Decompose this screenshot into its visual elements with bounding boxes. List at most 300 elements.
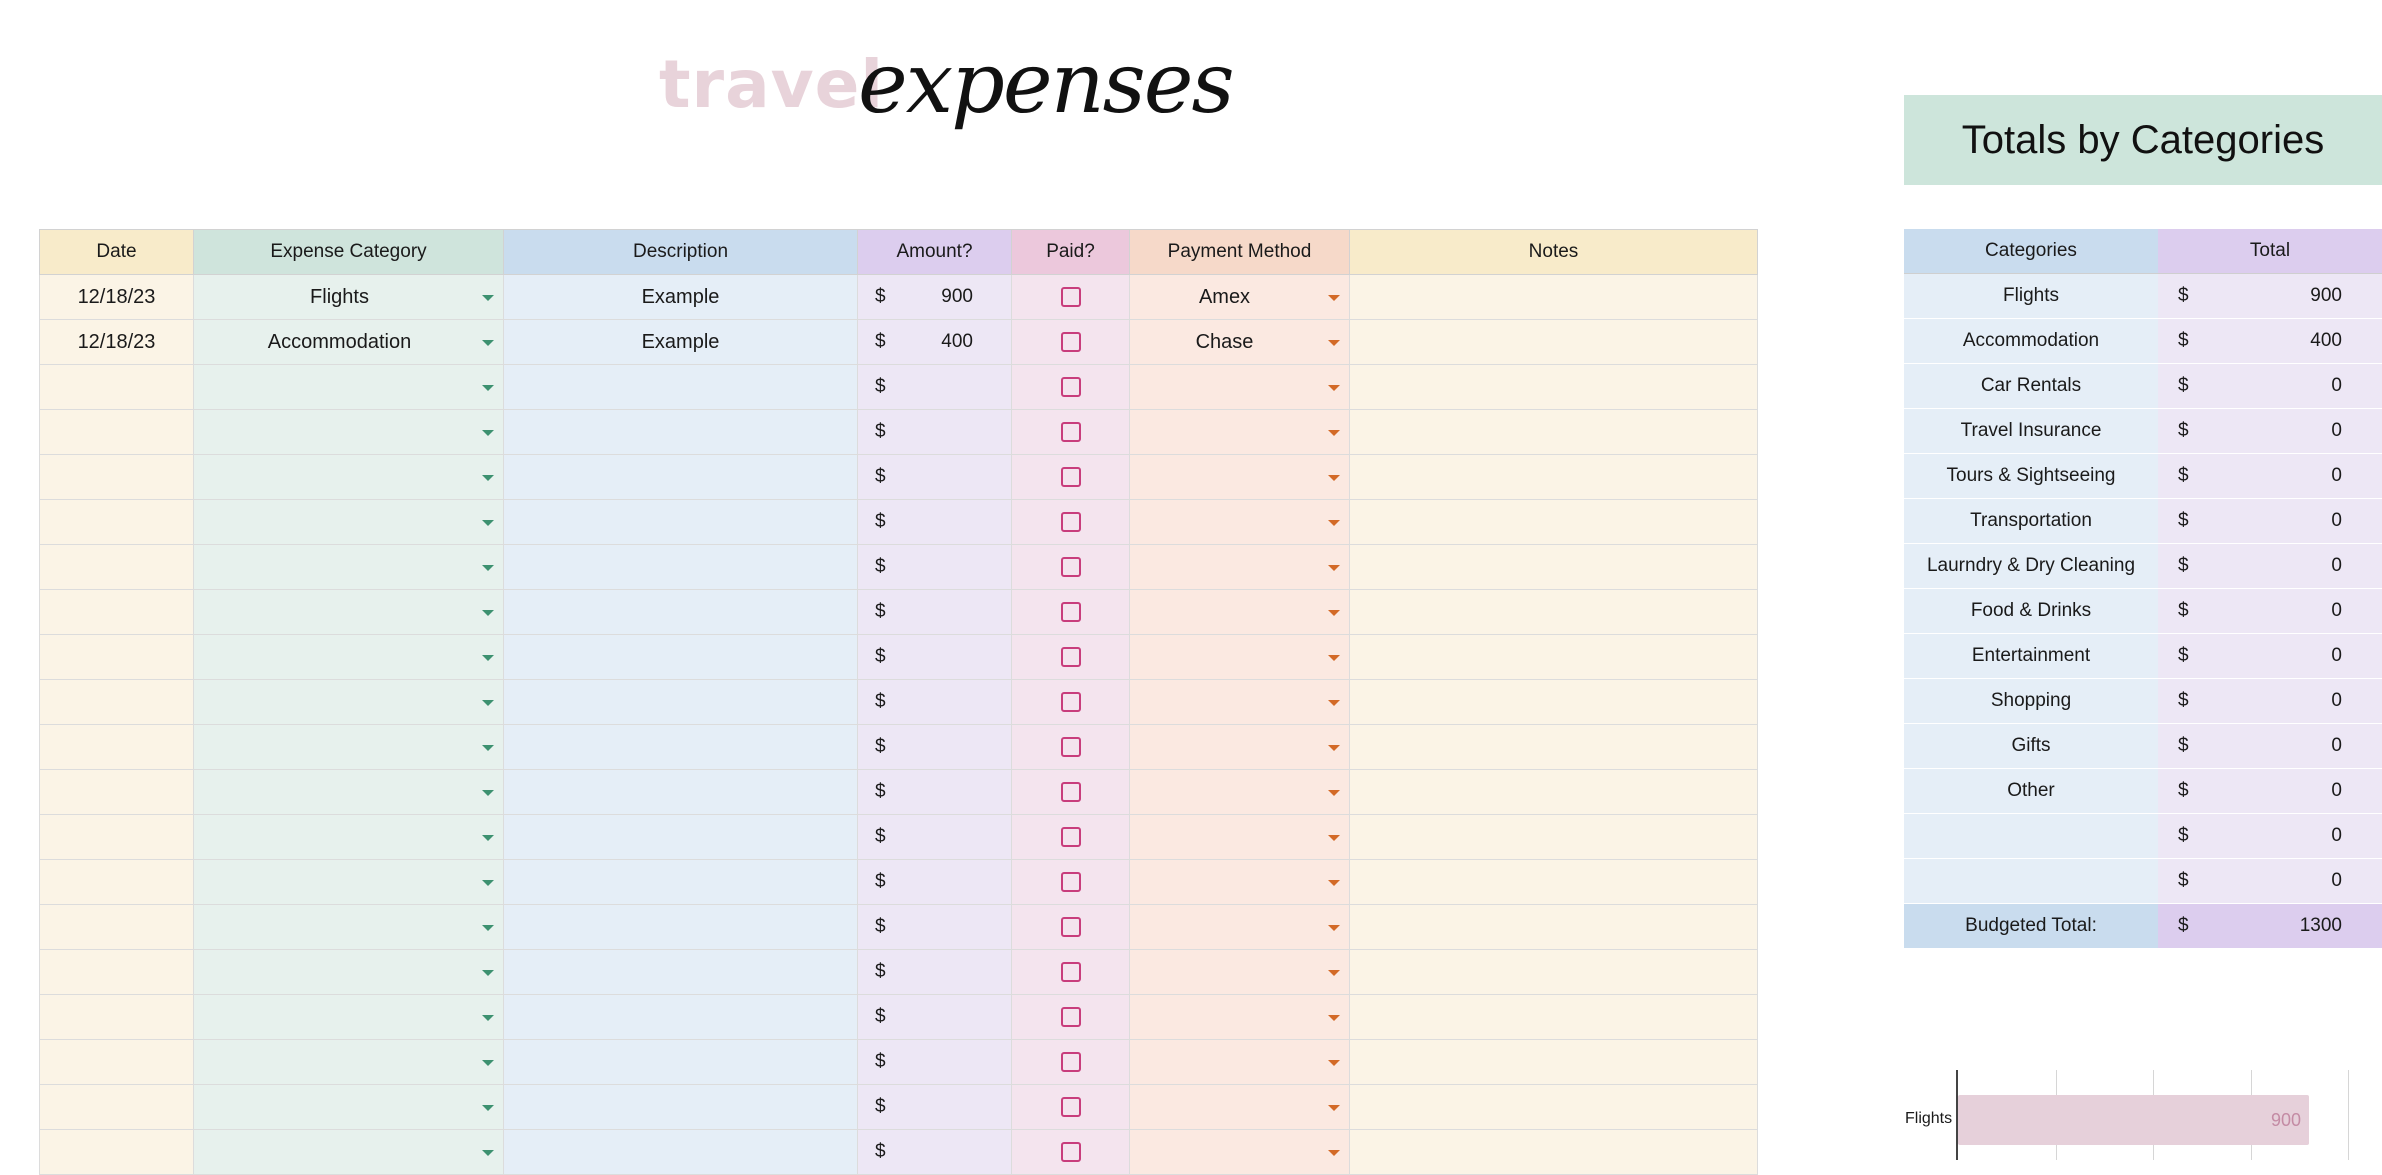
notes-cell[interactable] (1350, 680, 1758, 725)
table-row (40, 905, 1758, 950)
amount-cell[interactable] (858, 725, 1012, 770)
dropdown-arrow-icon[interactable] (1328, 835, 1340, 841)
payment-method-dropdown[interactable] (1130, 635, 1350, 680)
payment-method-dropdown[interactable] (1130, 815, 1350, 860)
totals-value-cell[interactable] (2158, 319, 2382, 364)
currency-symbol: $ (2178, 780, 2189, 801)
totals-row (1904, 589, 2382, 634)
dropdown-arrow-icon[interactable] (1328, 520, 1340, 526)
description-cell[interactable] (504, 1085, 858, 1130)
date-cell[interactable] (40, 815, 194, 860)
currency-symbol: $ (2178, 690, 2189, 711)
header-expense-category[interactable]: Expense Category (194, 230, 504, 275)
currency-symbol: $ (875, 826, 886, 847)
amount-cell[interactable] (858, 770, 1012, 815)
notes-cell[interactable] (1350, 905, 1758, 950)
currency-symbol: $ (875, 961, 886, 982)
category-dropdown[interactable] (194, 500, 504, 545)
totals-value-cell[interactable] (2158, 544, 2382, 589)
description-cell[interactable] (504, 1040, 858, 1085)
description-cell[interactable] (504, 815, 858, 860)
amount-cell[interactable] (858, 365, 1012, 410)
notes-cell[interactable] (1350, 500, 1758, 545)
dropdown-arrow-icon[interactable] (1328, 1060, 1340, 1066)
currency-symbol: $ (875, 556, 886, 577)
totals-value-cell[interactable] (2158, 634, 2382, 679)
dropdown-arrow-icon[interactable] (482, 700, 494, 706)
description-cell[interactable] (504, 635, 858, 680)
totals-row (1904, 319, 2382, 364)
totals-value-cell[interactable] (2158, 859, 2382, 904)
table-row (40, 320, 1758, 365)
description-cell[interactable] (504, 500, 858, 545)
paid-cell (1012, 860, 1130, 905)
dropdown-arrow-icon[interactable] (482, 880, 494, 886)
paid-checkbox[interactable] (1061, 692, 1081, 712)
category-dropdown[interactable] (194, 455, 504, 500)
dropdown-arrow-icon[interactable] (482, 340, 494, 346)
totals-category-cell[interactable]: Entertainment (1904, 634, 2158, 679)
amount-cell[interactable] (858, 860, 1012, 905)
category-dropdown[interactable] (194, 1130, 504, 1175)
amount-cell[interactable] (858, 500, 1012, 545)
notes-cell[interactable] (1350, 545, 1758, 590)
totals-header-total[interactable]: Total (2158, 229, 2382, 274)
notes-cell[interactable] (1350, 590, 1758, 635)
chart-gridline (2348, 1070, 2349, 1160)
payment-method-dropdown[interactable] (1130, 860, 1350, 905)
notes-cell[interactable] (1350, 1040, 1758, 1085)
totals-category-cell[interactable] (1904, 859, 2158, 904)
dropdown-arrow-icon[interactable] (482, 745, 494, 751)
paid-cell (1012, 635, 1130, 680)
totals-table (1904, 229, 2382, 948)
description-cell[interactable] (504, 680, 858, 725)
description-cell[interactable] (504, 860, 858, 905)
dropdown-arrow-icon[interactable] (1328, 655, 1340, 661)
totals-category-cell[interactable]: Flights (1904, 274, 2158, 319)
dropdown-arrow-icon[interactable] (482, 565, 494, 571)
date-cell[interactable] (40, 860, 194, 905)
date-cell[interactable] (40, 1040, 194, 1085)
totals-title: Totals by Categories (1904, 95, 2382, 185)
notes-cell[interactable] (1350, 410, 1758, 455)
budgeted-total-cell[interactable] (2158, 904, 2382, 949)
dropdown-arrow-icon[interactable] (482, 790, 494, 796)
paid-checkbox[interactable] (1061, 827, 1081, 847)
paid-checkbox[interactable] (1061, 737, 1081, 757)
paid-checkbox[interactable] (1061, 1097, 1081, 1117)
description-cell[interactable] (504, 1130, 858, 1175)
notes-cell[interactable] (1350, 815, 1758, 860)
category-dropdown[interactable] (194, 635, 504, 680)
totals-value: 0 (2331, 465, 2342, 486)
dropdown-arrow-icon[interactable] (1328, 700, 1340, 706)
paid-checkbox[interactable] (1061, 647, 1081, 667)
totals-row (1904, 499, 2382, 544)
description-cell[interactable]: Example (504, 320, 858, 365)
totals-value-cell[interactable] (2158, 274, 2382, 319)
totals-value-cell[interactable] (2158, 814, 2382, 859)
totals-category-cell[interactable] (1904, 814, 2158, 859)
currency-symbol: $ (2178, 825, 2189, 846)
date-cell[interactable] (40, 545, 194, 590)
payment-method-dropdown[interactable] (1130, 725, 1350, 770)
notes-cell[interactable] (1350, 770, 1758, 815)
currency-symbol: $ (2178, 420, 2189, 441)
amount-cell[interactable] (858, 815, 1012, 860)
description-cell[interactable] (504, 545, 858, 590)
description-cell[interactable] (504, 995, 858, 1040)
paid-cell (1012, 995, 1130, 1040)
totals-category-cell[interactable]: Gifts (1904, 724, 2158, 769)
paid-cell (1012, 950, 1130, 995)
description-cell[interactable] (504, 455, 858, 500)
totals-value-cell[interactable] (2158, 769, 2382, 814)
amount-cell[interactable] (858, 1130, 1012, 1175)
date-cell[interactable] (40, 680, 194, 725)
totals-row (1904, 364, 2382, 409)
totals-value: 900 (2310, 285, 2342, 306)
notes-cell[interactable] (1350, 1130, 1758, 1175)
totals-value: 0 (2331, 690, 2342, 711)
date-cell[interactable] (40, 455, 194, 500)
table-row (40, 365, 1758, 410)
totals-value: 0 (2331, 735, 2342, 756)
header-payment-method[interactable]: Payment Method (1130, 230, 1350, 275)
payment-method-dropdown[interactable] (1130, 275, 1350, 320)
category-dropdown[interactable] (194, 950, 504, 995)
totals-row (1904, 454, 2382, 499)
budgeted-total-value: 1300 (2299, 915, 2342, 936)
dropdown-arrow-icon[interactable] (482, 655, 494, 661)
payment-method-dropdown[interactable] (1130, 995, 1350, 1040)
totals-category-cell[interactable]: Laurndry & Dry Cleaning (1904, 544, 2158, 589)
dropdown-arrow-icon[interactable] (1328, 745, 1340, 751)
amount-cell[interactable] (858, 1040, 1012, 1085)
description-cell[interactable] (504, 905, 858, 950)
notes-cell[interactable] (1350, 635, 1758, 680)
currency-symbol: $ (875, 466, 886, 487)
currency-symbol: $ (875, 421, 886, 442)
table-row (40, 770, 1758, 815)
amount-cell[interactable] (858, 635, 1012, 680)
dropdown-arrow-icon[interactable] (482, 610, 494, 616)
amount-cell[interactable] (858, 950, 1012, 995)
description-cell[interactable] (504, 770, 858, 815)
category-dropdown[interactable] (194, 410, 504, 455)
amount-cell[interactable] (858, 1085, 1012, 1130)
totals-value: 0 (2331, 420, 2342, 441)
totals-category-cell[interactable]: Travel Insurance (1904, 409, 2158, 454)
notes-cell[interactable] (1350, 1085, 1758, 1130)
totals-footer-row (1904, 904, 2382, 949)
notes-cell[interactable] (1350, 455, 1758, 500)
paid-checkbox[interactable] (1061, 917, 1081, 937)
table-row (40, 950, 1758, 995)
notes-cell[interactable] (1350, 860, 1758, 905)
currency-symbol: $ (2178, 555, 2189, 576)
dropdown-arrow-icon[interactable] (1328, 925, 1340, 931)
totals-category-cell[interactable]: Food & Drinks (1904, 589, 2158, 634)
date-cell[interactable]: 12/18/23 (40, 275, 194, 320)
payment-method-dropdown[interactable] (1130, 590, 1350, 635)
dropdown-arrow-icon[interactable] (482, 430, 494, 436)
currency-symbol: $ (2178, 510, 2189, 531)
category-dropdown[interactable] (194, 590, 504, 635)
amount-cell[interactable] (858, 590, 1012, 635)
currency-symbol: $ (875, 511, 886, 532)
totals-header-row (1904, 229, 2382, 274)
dropdown-arrow-icon[interactable] (482, 970, 494, 976)
date-cell[interactable] (40, 725, 194, 770)
category-dropdown[interactable] (194, 545, 504, 590)
dropdown-arrow-icon[interactable] (1328, 430, 1340, 436)
currency-symbol: $ (875, 916, 886, 937)
currency-symbol: $ (2178, 870, 2189, 891)
dropdown-arrow-icon[interactable] (482, 835, 494, 841)
currency-symbol: $ (875, 1051, 886, 1072)
totals-value: 0 (2331, 600, 2342, 621)
dropdown-arrow-icon[interactable] (1328, 790, 1340, 796)
paid-checkbox[interactable] (1061, 1052, 1081, 1072)
description-cell[interactable] (504, 410, 858, 455)
category-value: Accommodation (267, 330, 412, 353)
table-row (40, 635, 1758, 680)
dropdown-arrow-icon[interactable] (482, 1150, 494, 1156)
category-dropdown[interactable] (194, 275, 504, 320)
dropdown-arrow-icon[interactable] (1328, 295, 1340, 301)
payment-method-dropdown[interactable] (1130, 950, 1350, 995)
currency-symbol: $ (875, 1141, 886, 1162)
totals-value-cell[interactable] (2158, 499, 2382, 544)
payment-method-dropdown[interactable] (1130, 1085, 1350, 1130)
dropdown-arrow-icon[interactable] (1328, 1105, 1340, 1111)
paid-cell (1012, 815, 1130, 860)
totals-bar-chart (1900, 1060, 2382, 1160)
description-cell[interactable] (504, 950, 858, 995)
totals-value: 0 (2331, 780, 2342, 801)
date-cell[interactable]: 12/18/23 (40, 320, 194, 365)
payment-method-dropdown[interactable] (1130, 545, 1350, 590)
description-cell[interactable]: Example (504, 275, 858, 320)
header-paid[interactable]: Paid? (1012, 230, 1130, 275)
payment-method-dropdown[interactable] (1130, 365, 1350, 410)
amount-cell[interactable] (858, 680, 1012, 725)
table-row (40, 590, 1758, 635)
category-value: Flights (310, 285, 369, 308)
paid-checkbox[interactable] (1061, 782, 1081, 802)
paid-checkbox[interactable] (1061, 422, 1081, 442)
currency-symbol: $ (2178, 375, 2189, 396)
totals-category-cell[interactable]: Transportation (1904, 499, 2158, 544)
amount-cell[interactable] (858, 320, 1012, 365)
paid-cell (1012, 1085, 1130, 1130)
notes-cell[interactable] (1350, 365, 1758, 410)
paid-cell (1012, 320, 1130, 365)
header-date[interactable]: Date (40, 230, 194, 275)
payment-method-dropdown[interactable] (1130, 770, 1350, 815)
paid-checkbox[interactable] (1061, 467, 1081, 487)
totals-value-cell[interactable] (2158, 724, 2382, 769)
totals-category-cell[interactable]: Other (1904, 769, 2158, 814)
category-dropdown[interactable] (194, 1085, 504, 1130)
totals-value: 400 (2310, 330, 2342, 351)
payment-method-dropdown[interactable] (1130, 1040, 1350, 1085)
table-row (40, 500, 1758, 545)
dropdown-arrow-icon[interactable] (482, 520, 494, 526)
totals-value-cell[interactable] (2158, 679, 2382, 724)
category-dropdown[interactable] (194, 725, 504, 770)
amount-cell[interactable] (858, 545, 1012, 590)
date-cell[interactable] (40, 1130, 194, 1175)
payment-method-value: Chase (1195, 330, 1254, 353)
currency-symbol: $ (875, 1096, 886, 1117)
currency-symbol: $ (875, 736, 886, 757)
date-cell[interactable] (40, 410, 194, 455)
totals-value-cell[interactable] (2158, 409, 2382, 454)
category-dropdown[interactable] (194, 815, 504, 860)
dropdown-arrow-icon[interactable] (1328, 475, 1340, 481)
totals-value-cell[interactable] (2158, 364, 2382, 409)
category-dropdown[interactable] (194, 365, 504, 410)
amount-cell[interactable] (858, 410, 1012, 455)
dropdown-arrow-icon[interactable] (482, 1015, 494, 1021)
totals-value-cell[interactable] (2158, 454, 2382, 499)
dropdown-arrow-icon[interactable] (482, 475, 494, 481)
amount-cell[interactable] (858, 995, 1012, 1040)
date-cell[interactable] (40, 950, 194, 995)
totals-row (1904, 814, 2382, 859)
payment-method-dropdown[interactable] (1130, 320, 1350, 365)
paid-cell (1012, 770, 1130, 815)
payment-method-dropdown[interactable] (1130, 905, 1350, 950)
dropdown-arrow-icon[interactable] (1328, 610, 1340, 616)
dropdown-arrow-icon[interactable] (1328, 970, 1340, 976)
totals-header-categories[interactable]: Categories (1904, 229, 2158, 274)
date-cell[interactable] (40, 500, 194, 545)
totals-value: 0 (2331, 645, 2342, 666)
paid-checkbox[interactable] (1061, 287, 1081, 307)
dropdown-arrow-icon[interactable] (1328, 880, 1340, 886)
paid-cell (1012, 725, 1130, 770)
table-row (40, 1085, 1758, 1130)
header-description[interactable]: Description (504, 230, 858, 275)
header-amount[interactable]: Amount? (858, 230, 1012, 275)
totals-category-cell[interactable]: Accommodation (1904, 319, 2158, 364)
payment-method-value: Amex (1198, 285, 1251, 308)
totals-category-cell[interactable]: Shopping (1904, 679, 2158, 724)
currency-symbol: $ (875, 286, 886, 307)
table-row (40, 455, 1758, 500)
description-cell[interactable] (504, 725, 858, 770)
description-cell[interactable] (504, 365, 858, 410)
notes-cell[interactable] (1350, 320, 1758, 365)
currency-symbol: $ (2178, 600, 2189, 621)
chart-bar (1958, 1095, 2309, 1145)
payment-method-dropdown[interactable] (1130, 410, 1350, 455)
currency-symbol: $ (2178, 285, 2189, 306)
category-dropdown[interactable] (194, 905, 504, 950)
notes-cell[interactable] (1350, 275, 1758, 320)
notes-cell[interactable] (1350, 725, 1758, 770)
currency-symbol: $ (875, 331, 886, 352)
totals-value: 0 (2331, 555, 2342, 576)
notes-cell[interactable] (1350, 995, 1758, 1040)
paid-checkbox[interactable] (1061, 872, 1081, 892)
dropdown-arrow-icon[interactable] (1328, 565, 1340, 571)
paid-cell (1012, 590, 1130, 635)
category-dropdown[interactable] (194, 995, 504, 1040)
dropdown-arrow-icon[interactable] (482, 1060, 494, 1066)
currency-symbol: $ (875, 601, 886, 622)
dropdown-arrow-icon[interactable] (1328, 385, 1340, 391)
description-cell[interactable] (504, 590, 858, 635)
dropdown-arrow-icon[interactable] (482, 385, 494, 391)
dropdown-arrow-icon[interactable] (482, 295, 494, 301)
paid-checkbox[interactable] (1061, 512, 1081, 532)
notes-cell[interactable] (1350, 950, 1758, 995)
dropdown-arrow-icon[interactable] (482, 1105, 494, 1111)
paid-checkbox[interactable] (1061, 557, 1081, 577)
payment-method-dropdown[interactable] (1130, 1130, 1350, 1175)
payment-method-dropdown[interactable] (1130, 500, 1350, 545)
date-cell[interactable] (40, 590, 194, 635)
category-dropdown[interactable] (194, 320, 504, 365)
dropdown-arrow-icon[interactable] (482, 925, 494, 931)
currency-symbol: $ (2178, 735, 2189, 756)
dropdown-arrow-icon[interactable] (1328, 340, 1340, 346)
date-cell[interactable] (40, 365, 194, 410)
date-cell[interactable] (40, 995, 194, 1040)
date-cell[interactable] (40, 770, 194, 815)
paid-checkbox[interactable] (1061, 602, 1081, 622)
dropdown-arrow-icon[interactable] (1328, 1015, 1340, 1021)
category-dropdown[interactable] (194, 860, 504, 905)
paid-checkbox[interactable] (1061, 1007, 1081, 1027)
date-cell[interactable] (40, 1085, 194, 1130)
dropdown-arrow-icon[interactable] (1328, 1150, 1340, 1156)
table-row (40, 725, 1758, 770)
totals-category-cell[interactable]: Car Rentals (1904, 364, 2158, 409)
table-row (40, 860, 1758, 905)
amount-cell[interactable] (858, 275, 1012, 320)
paid-checkbox[interactable] (1061, 1142, 1081, 1162)
amount-cell[interactable] (858, 905, 1012, 950)
totals-category-cell[interactable]: Tours & Sightseeing (1904, 454, 2158, 499)
category-dropdown[interactable] (194, 770, 504, 815)
totals-value: 0 (2331, 375, 2342, 396)
budgeted-total-label[interactable]: Budgeted Total: (1904, 904, 2158, 949)
totals-value-cell[interactable] (2158, 589, 2382, 634)
totals-row (1904, 859, 2382, 904)
expenses-header-row (40, 230, 1758, 275)
amount-cell[interactable] (858, 455, 1012, 500)
paid-checkbox[interactable] (1061, 332, 1081, 352)
payment-method-dropdown[interactable] (1130, 680, 1350, 725)
currency-symbol: $ (875, 871, 886, 892)
payment-method-dropdown[interactable] (1130, 455, 1350, 500)
paid-checkbox[interactable] (1061, 962, 1081, 982)
paid-checkbox[interactable] (1061, 377, 1081, 397)
page-title (655, 34, 1275, 160)
category-dropdown[interactable] (194, 1040, 504, 1085)
totals-value: 0 (2331, 870, 2342, 891)
category-dropdown[interactable] (194, 680, 504, 725)
header-notes[interactable]: Notes (1350, 230, 1758, 275)
date-cell[interactable] (40, 635, 194, 680)
date-cell[interactable] (40, 905, 194, 950)
